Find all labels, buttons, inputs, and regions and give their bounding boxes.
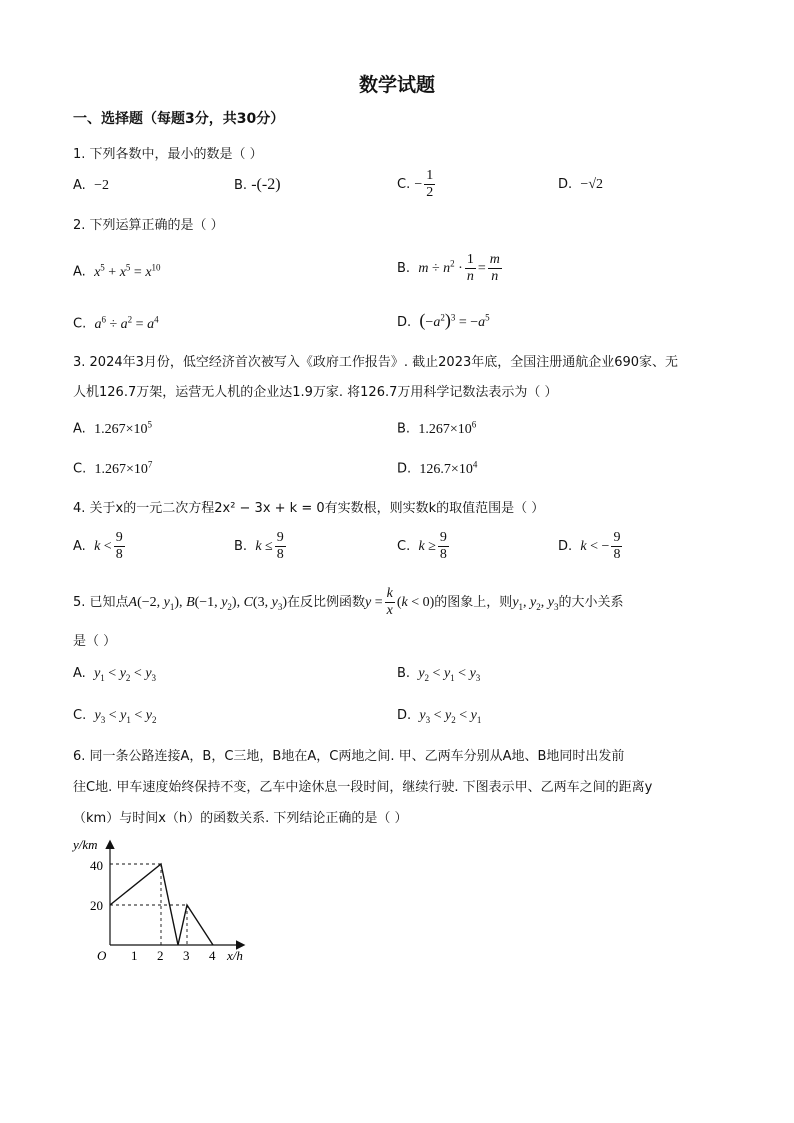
stem-part: 的大小关系	[558, 595, 624, 610]
x-tick-2: 2	[157, 948, 164, 963]
numerator: 1	[426, 168, 434, 183]
question-6-stem-line-1: 6. 同一条公路连接A，B，C三地，B地在A，C两地之间. 甲、乙两车分别从A地、B地同时出发前	[73, 749, 625, 764]
y-tick-40: 40	[90, 858, 103, 873]
q5-option-b: B. $y_2 < y_1 < y_3$	[397, 666, 481, 683]
q3-option-b: B. $1.267\times 10^6$	[397, 419, 477, 437]
question-3-stem-line-1: 3. 2024年3月份，低空经济首次被写入《政府工作报告》. 截止2023年底，全国注册通航企业690家、无	[73, 355, 679, 370]
option-value: −√2	[580, 177, 604, 192]
question-6-stem-line-3: （km）与时间x（h）的函数关系. 下列结论正确的是（ ）	[73, 811, 408, 826]
question-4-stem: 4. 关于x的一元二次方程2x² − 3x + k = 0有实数根，则实数k的取值范围是（ ）	[73, 501, 545, 516]
x-tick-4: 4	[209, 948, 216, 963]
stem-part: 在反比例函数	[286, 595, 365, 610]
q2-option-a: A. $x^5 + x^5 = x^{10}$	[73, 262, 161, 280]
option-label: B.	[397, 421, 411, 437]
q3-option-c: C. $1.267\times 10^7$	[73, 459, 153, 477]
origin-label: O	[97, 948, 107, 963]
option-label: D.	[397, 315, 412, 330]
q3-option-a: A. $1.267\times 10^5$	[73, 419, 152, 437]
option-label: D.	[558, 177, 573, 192]
q4-option-d: D. k < − $\frac{9}{8}$	[558, 530, 621, 562]
option-label: A.	[73, 178, 86, 193]
question-3-stem-line-2: 人机126.7万架，运营无人机的企业达1.9万家. 将126.7万用科学记数法表示为（ ）	[73, 385, 558, 400]
denominator: 2	[426, 185, 434, 200]
stem-part: 的图象上，则	[434, 595, 513, 610]
option-label: D.	[397, 708, 412, 723]
option-label: D.	[397, 461, 412, 477]
option-value: -(-2)	[251, 176, 281, 193]
x-tick-3: 3	[183, 948, 190, 963]
q5-option-c: C. $y_3 < y_1 < y_2$	[73, 708, 157, 725]
section-heading: 一、选择题（每题3分，共30分）	[73, 111, 285, 127]
q1-option-c	[397, 168, 437, 201]
fraction	[424, 168, 435, 201]
q5-option-d: D. $y_3 < y_2 < y_1$	[397, 708, 482, 725]
option-value: −2	[94, 178, 109, 193]
y-tick-20: 20	[90, 898, 103, 913]
question-5-stem-line-1: 5. 已知点A(−2, $y_1$), B(−1, $y_2$), C(3, $y_3$)在反比例函数y = $\frac{k}{x}$ (k < 0)的图象上，则$y_1$, $y_2$, $y_3$的大小关系	[73, 586, 624, 618]
option-label: C.	[397, 539, 411, 554]
x-tick-1: 1	[131, 948, 138, 963]
question-6-stem-line-2: 往C地. 甲车速度始终保持不变，乙车中途休息一段时间，继续行驶. 下图表示甲、乙两车之间的距离y	[73, 780, 653, 795]
option-label: C.	[73, 316, 87, 332]
page-title: 数学试题	[358, 74, 435, 96]
option-sign: −	[414, 177, 423, 192]
q4-option-c: C. k ≥ $\frac{9}{8}$	[397, 530, 447, 562]
q3-option-d: D. $126.7\times 10^4$	[397, 459, 478, 477]
q2-option-d: D. $(-a^2)^3 = -a^5$	[397, 310, 490, 330]
option-label: A.	[73, 539, 86, 554]
option-label: D.	[558, 539, 573, 554]
distance-curve	[110, 864, 213, 945]
option-label: C.	[397, 177, 411, 192]
option-label: A.	[73, 421, 86, 437]
option-label: A.	[73, 264, 86, 280]
y-axis-label: y/km	[73, 837, 98, 852]
q4-option-b: B. k ≤ $\frac{9}{8}$	[234, 530, 284, 562]
q1-option-b	[234, 176, 281, 194]
question-5-stem-line-2: 是（ ）	[73, 634, 117, 649]
option-label: A.	[73, 666, 86, 681]
option-label: C.	[73, 461, 87, 477]
q2-option-b: B. $m \div n^2$ · $\frac{1}{n}$ = $\frac{m}{n}$	[397, 252, 500, 284]
q4-option-a: A. k < $\frac{9}{8}$	[73, 530, 123, 562]
q5-option-a: A. $y_1 < y_2 < y_3$	[73, 666, 157, 683]
option-label: B.	[397, 261, 411, 276]
stem-part: 5. 已知点	[73, 595, 129, 610]
option-label: C.	[73, 708, 87, 723]
question-1-stem: 1. 下列各数中，最小的数是（ ）	[73, 147, 263, 162]
option-label: B.	[234, 539, 248, 554]
x-axis-label: x/h	[227, 948, 243, 963]
option-label: B.	[397, 666, 411, 681]
q1-option-a	[73, 178, 109, 194]
q2-option-c: C. $a^6 \div a^2 = a^4$	[73, 314, 159, 332]
question-2-stem: 2. 下列运算正确的是（ ）	[73, 218, 224, 233]
distance-time-graph	[70, 835, 260, 970]
q1-option-d	[558, 177, 603, 193]
option-label: B.	[234, 178, 248, 193]
